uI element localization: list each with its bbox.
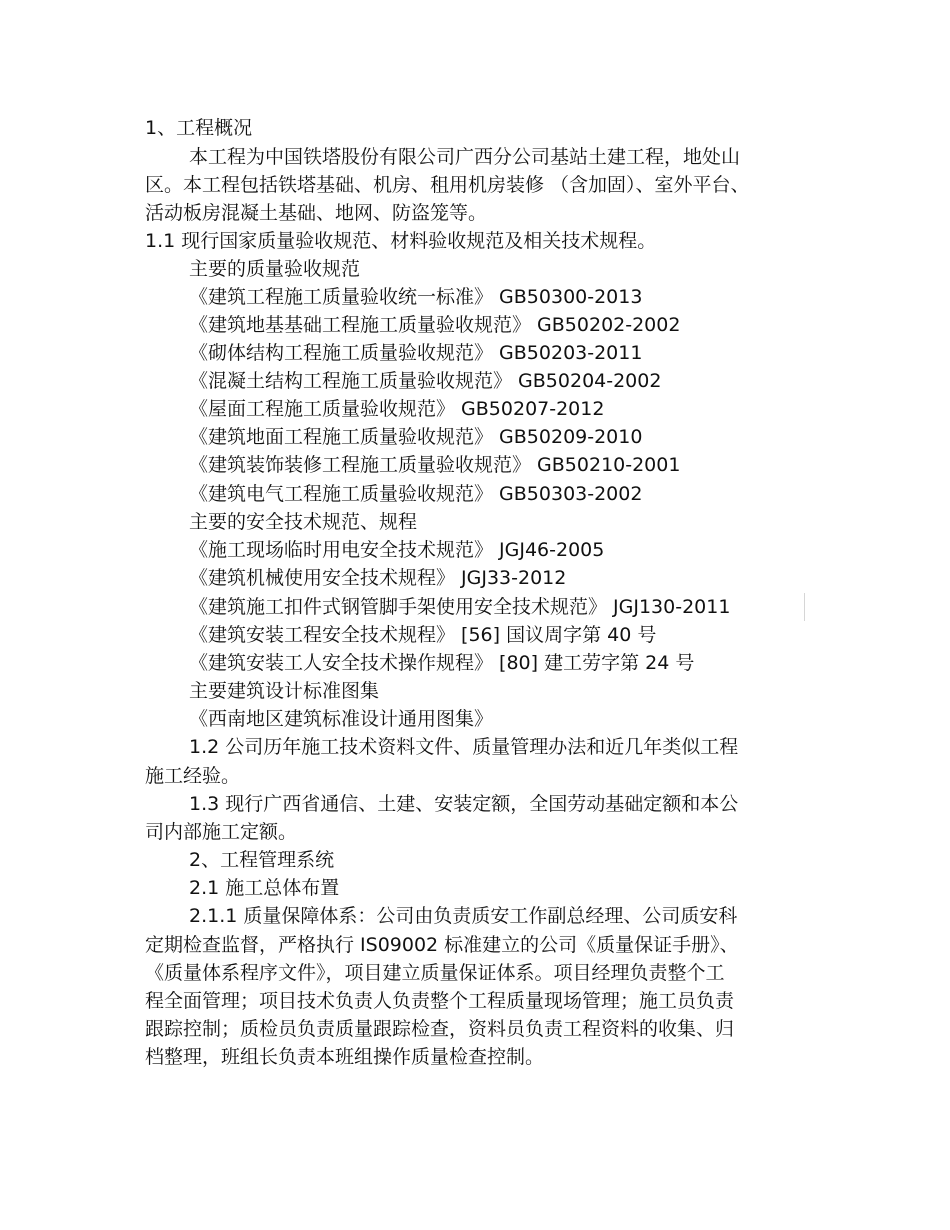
divider-mark: [804, 593, 805, 621]
subsection-heading-1-1: 1.1 现行国家质量验收规范、材料验收规范及相关技术规程。: [145, 230, 657, 252]
list-item: 《西南地区建筑标准设计通用图集》: [189, 708, 494, 730]
list-item: 《建筑地基基础工程施工质量验收规范》 GB50202-2002: [189, 314, 681, 336]
list-item: 《建筑安装工人安全技术操作规程》 [80] 建工劳字第 24 号: [189, 652, 695, 674]
paragraph-line: 2.1.1 质量保障体系：公司由负责质安工作副总经理、公司质安科: [189, 905, 738, 927]
paragraph-line: 1.3 现行广西省通信、土建、安装定额，全国劳动基础定额和本公: [189, 793, 739, 815]
list-heading-quality: 主要的质量验收规范: [189, 258, 361, 280]
paragraph-line: 活动板房混凝土基础、地网、防盗笼等。: [145, 202, 488, 224]
list-heading-design: 主要建筑设计标准图集: [189, 680, 380, 702]
paragraph-line: 定期检查监督，严格执行 IS09002 标准建立的公司《质量保证手册》、: [145, 934, 739, 956]
list-item: 《建筑工程施工质量验收统一标准》 GB50300-2013: [189, 286, 643, 308]
paragraph-line: 本工程为中国铁塔股份有限公司广西分公司基站土建工程，地处山: [189, 146, 741, 168]
list-item: 《屋面工程施工质量验收规范》 GB50207-2012: [189, 398, 605, 420]
paragraph-line: 《质量体系程序文件》，项目建立质量保证体系。项目经理负责整个工: [145, 962, 725, 984]
list-item: 《混凝土结构工程施工质量验收规范》 GB50204-2002: [189, 370, 662, 392]
section-heading-2: 2、工程管理系统: [189, 849, 335, 871]
paragraph-line: 司内部施工定额。: [145, 821, 298, 843]
subsection-heading-2-1: 2.1 施工总体布置: [189, 877, 340, 899]
paragraph-line: 1.2 公司历年施工技术资料文件、质量管理办法和近几年类似工程: [189, 736, 739, 758]
list-item: 《建筑安装工程安全技术规程》 [56] 国议周字第 40 号: [189, 624, 657, 646]
list-item: 《建筑地面工程施工质量验收规范》 GB50209-2010: [189, 426, 643, 448]
list-heading-safety: 主要的安全技术规范、规程: [189, 511, 418, 533]
list-item: 《施工现场临时用电安全技术规范》 JGJ46-2005: [189, 539, 605, 561]
list-item: 《建筑机械使用安全技术规程》 JGJ33-2012: [189, 567, 567, 589]
paragraph-line: 程全面管理；项目技术负责人负责整个工程质量现场管理；施工员负责: [145, 990, 735, 1012]
list-item: 《砌体结构工程施工质量验收规范》 GB50203-2011: [189, 342, 643, 364]
list-item: 《建筑电气工程施工质量验收规范》 GB50303-2002: [189, 483, 643, 505]
paragraph-line: 施工经验。: [145, 765, 241, 787]
paragraph-line: 区。本工程包括铁塔基础、机房、租用机房装修 （含加固）、室外平台、: [145, 174, 750, 196]
list-item: 《建筑装饰装修工程施工质量验收规范》 GB50210-2001: [189, 454, 681, 476]
paragraph-line: 档整理，班组长负责本班组操作质量检查控制。: [145, 1046, 545, 1068]
section-heading-1: 1、工程概况: [145, 117, 253, 139]
paragraph-line: 跟踪控制；质检员负责质量跟踪检查，资料员负责工程资料的收集、归: [145, 1018, 735, 1040]
list-item: 《建筑施工扣件式钢管脚手架使用安全技术规范》 JGJ130-2011: [189, 596, 731, 618]
